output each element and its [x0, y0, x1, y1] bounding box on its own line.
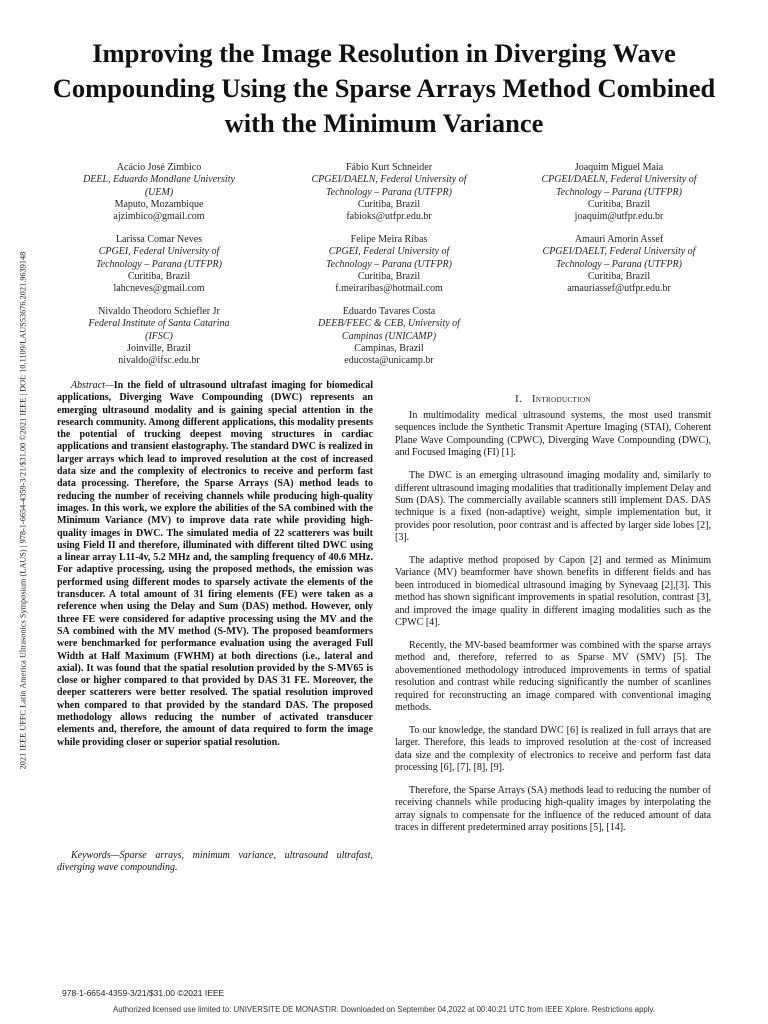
section-number: I. — [515, 394, 523, 405]
paragraph: The adaptive method proposed by Capon [2] and termed as Minimum Variance (MV) beamformer have shown benefits in different fields and has been introduced in biomedical ultrasound imaging by Synevaag [2],[3]. This method has shown significant improvements in spatial resolution, contrast [3], and improved the image quality in different imaging modalities such as the CPWC [4]. — [395, 555, 711, 629]
author-affiliation: Technology – Parana (UTFPR) — [325, 186, 452, 198]
author-email: lahcneves@gmail.com — [113, 283, 205, 295]
author-affiliation: Campinas (UNICAMP) — [341, 330, 437, 342]
conference-doi-strip — [12, 210, 34, 810]
author-location: Curitiba, Brazil — [357, 270, 421, 282]
author-affiliation: Technology – Parana (UTFPR) — [95, 258, 222, 270]
author-name: Joaquim Miguel Maia — [574, 162, 664, 173]
introduction-section — [395, 394, 711, 845]
author-name: Eduardo Tavares Costa — [342, 306, 436, 317]
author-affiliation: Technology – Parana (UTFPR) — [555, 186, 682, 198]
paragraph: The DWC is an emerging ultrasound imaging modality and, similarly to different ultrasound imaging modalities that traditionally implement Delay and Sum (DAS). The commercially available scanners still implement DAS. DAS technique is a fixed (non-adaptive) weight, simple implementation but, it provides poor resolution, poor contrast and is affected by larger side lobes [2], [3]. — [395, 470, 711, 544]
author-email: f.meiraribas@hotmail.com — [335, 283, 443, 295]
author-location: Joinville, Brazil — [127, 342, 191, 354]
author-affiliation: Technology – Parana (UTFPR) — [325, 258, 452, 270]
paragraph: In multimodality medical ultrasound systems, the most used transmit sequences include the Synthetic Transmit Aperture Imaging (STAI), Coherent Plane Wave Compounding (CPWC), Diverging Wave Compounding (DWC), and Focused Imaging (FI) [1]. — [395, 410, 711, 459]
author-card — [44, 234, 274, 295]
author-location: Curitiba, Brazil — [357, 198, 421, 210]
author-affiliation: CPGEI, Federal University of — [98, 246, 220, 258]
author-affiliation: Technology – Parana (UTFPR) — [555, 258, 682, 270]
author-location: Curitiba, Brazil — [587, 270, 651, 282]
author-name: Nivaldo Theodoro Schiefler Jr — [98, 306, 220, 317]
author-location: Curitiba, Brazil — [587, 198, 651, 210]
author-affiliation: Federal Institute of Santa Catarina — [88, 318, 230, 330]
paragraph: Recently, the MV-based beamformer was combined with the sparse arrays method and, therefore, referred to as Sparse MV (SMV) [5]. The abovementioned methodology introduced improvements in terms of spatial resolution and contrast while reducing significantly the number of scanlines required for reconstructing an image compared with conventional imaging methods. — [395, 640, 711, 714]
paragraph: To our knowledge, the standard DWC [6] is realized in full arrays that are larger. Therefore, this leads to improved resolution at the cost of increased data size and the complexity of electronics to receive and perform fast data processing [6], [7], [8], [9]. — [395, 724, 711, 774]
author-email: educosta@unicamp.br — [344, 355, 434, 367]
author-affiliation: CPGEI/DAELT, Federal University of — [542, 246, 696, 258]
abstract-body: In the field of ultrasound ultrafast imaging for biomedical applications, Diverging Wave Compounding (DWC) represents an emerging ultrasound modality and is gaining special attention in the research community. Among different applications, this modality presents the potential of trucking deepest moving structures in cardiac applications and transient elastography. The standard DWC is realized in larger arrays which lead to improved resolution at the cost of increased data size and the complexity of electronics to receive and perform fast data processing. Therefore, the Sparse Arrays (SA) method leads to reducing the number of receiving channels while producing high-quality images. In this work, we explore the abilities of the SA combined with the Minimum Variance (MV) to improve data rate while providing high-quality images in DWC. The simulated media of 22 scatterers was built using Field II and therefore, illuminated with different tilted DWC using a linear array L11-4v, 5.2 MHz and, the sampling frequency of 40.6 MHz. For adaptive processing, using the proposed methods, the emission was performed using different modes to sparsely activate the elements of the transducer. A total amount of 31 firing elements (FE) were taken as a reference when using the Delay and Sum (DAS) method. However, only three FE were considered for adaptive processing using the MV and the SA combined with the MV method (S-MV). The proposed beamformers were benchmarked for performance evaluation using the averaged Full Width at Half Maximum (FWHM) at both directions (i.e., lateral and axial). It was found that the spatial resolution provided by the S-MV65 is close or higher compared to that provided by DAS 31 FE. Moreover, the deeper scatterers were better resolved. The spatial resolution improved when compared to that provided by the standard DAS. The proposed methodology allows reducing the number of activated transducer elements and, therefore, the amount of data required to form the image while providing closer or superior spatial resolution. — [57, 380, 373, 748]
author-email: joaquim@utfpr.edu.br — [574, 211, 664, 223]
author-name: Larissa Comar Neves — [115, 234, 203, 245]
keywords: Keywords—Sparse arrays, minimum variance, ultrasound ultrafast, diverging wave compounding. — [57, 850, 373, 874]
author-card — [504, 234, 734, 295]
author-affiliation: CPGEI/DAELN, Federal University of — [541, 174, 697, 186]
author-name: Fábio Kurt Schneider — [345, 162, 433, 173]
author-affiliation: CPGEI, Federal University of — [328, 246, 450, 258]
paragraph: Therefore, the Sparse Arrays (SA) methods lead to reducing the number of receiving channels while producing high-quality images by interpolating the array signals to compensate for the influence of the reduced amount of data traces in different predetermined array positions [5], [14]. — [395, 785, 711, 834]
abstract-label: Abstract— — [71, 380, 114, 391]
section-heading — [395, 394, 711, 405]
author-email: nivaldo@ifsc.edu.br — [118, 355, 200, 367]
section-title: Introduction — [532, 394, 591, 405]
author-affiliation: DEEB/FEEC & CEB, University of — [318, 318, 460, 330]
author-affiliation: DEEL, Eduardo Mondlane University — [83, 174, 235, 186]
license-notice: Authorized licensed use limited to: UNIVERSITE DE MONASTIR. Downloaded on September 04,2022 at 00:40:21 UTC from IEEE Xplore. Restrictions apply. — [113, 1005, 655, 1014]
author-card — [44, 162, 274, 223]
author-email: ajzimbico@gmail.com — [113, 211, 205, 223]
author-card — [274, 306, 504, 367]
author-name: Acácio José Zimbico — [116, 162, 202, 173]
author-card — [44, 306, 274, 367]
author-location: Maputo, Mozambique — [114, 198, 204, 210]
author-name: Felipe Meira Ribas — [350, 234, 428, 245]
author-email: amauriassef@utfpr.edu.br — [567, 283, 671, 295]
author-affiliation: (UEM) — [144, 186, 174, 198]
copyright-isbn: 978-1-6654-4359-3/21/$31.00 ©2021 IEEE — [62, 988, 225, 998]
author-email: fabioks@utfpr.edu.br — [346, 211, 432, 223]
author-location: Campinas, Brazil — [354, 342, 424, 354]
paper-title: Improving the Image Resolution in Diverging Wave Compounding Using the Sparse Arrays Method Combined with the Minimum Variance — [52, 38, 716, 138]
author-affiliation: CPGEI/DAELN, Federal University of — [311, 174, 467, 186]
author-card — [274, 234, 504, 295]
author-affiliation: (IFSC) — [145, 330, 173, 342]
author-location: Curitiba, Brazil — [127, 270, 191, 282]
author-name: Amauri Amorin Assef — [574, 234, 664, 245]
abstract — [57, 380, 373, 749]
author-card — [504, 162, 734, 223]
conference-doi-text: 2021 IEEE UFFC Latin America Ultrasonics Symposium (LAUS) | 978-1-6654-4359-3/21/$31.00 ©2021 IEEE | DOI: 10.1109/LAUS53676.2021.9639148 — [18, 251, 28, 769]
author-card — [274, 162, 504, 223]
